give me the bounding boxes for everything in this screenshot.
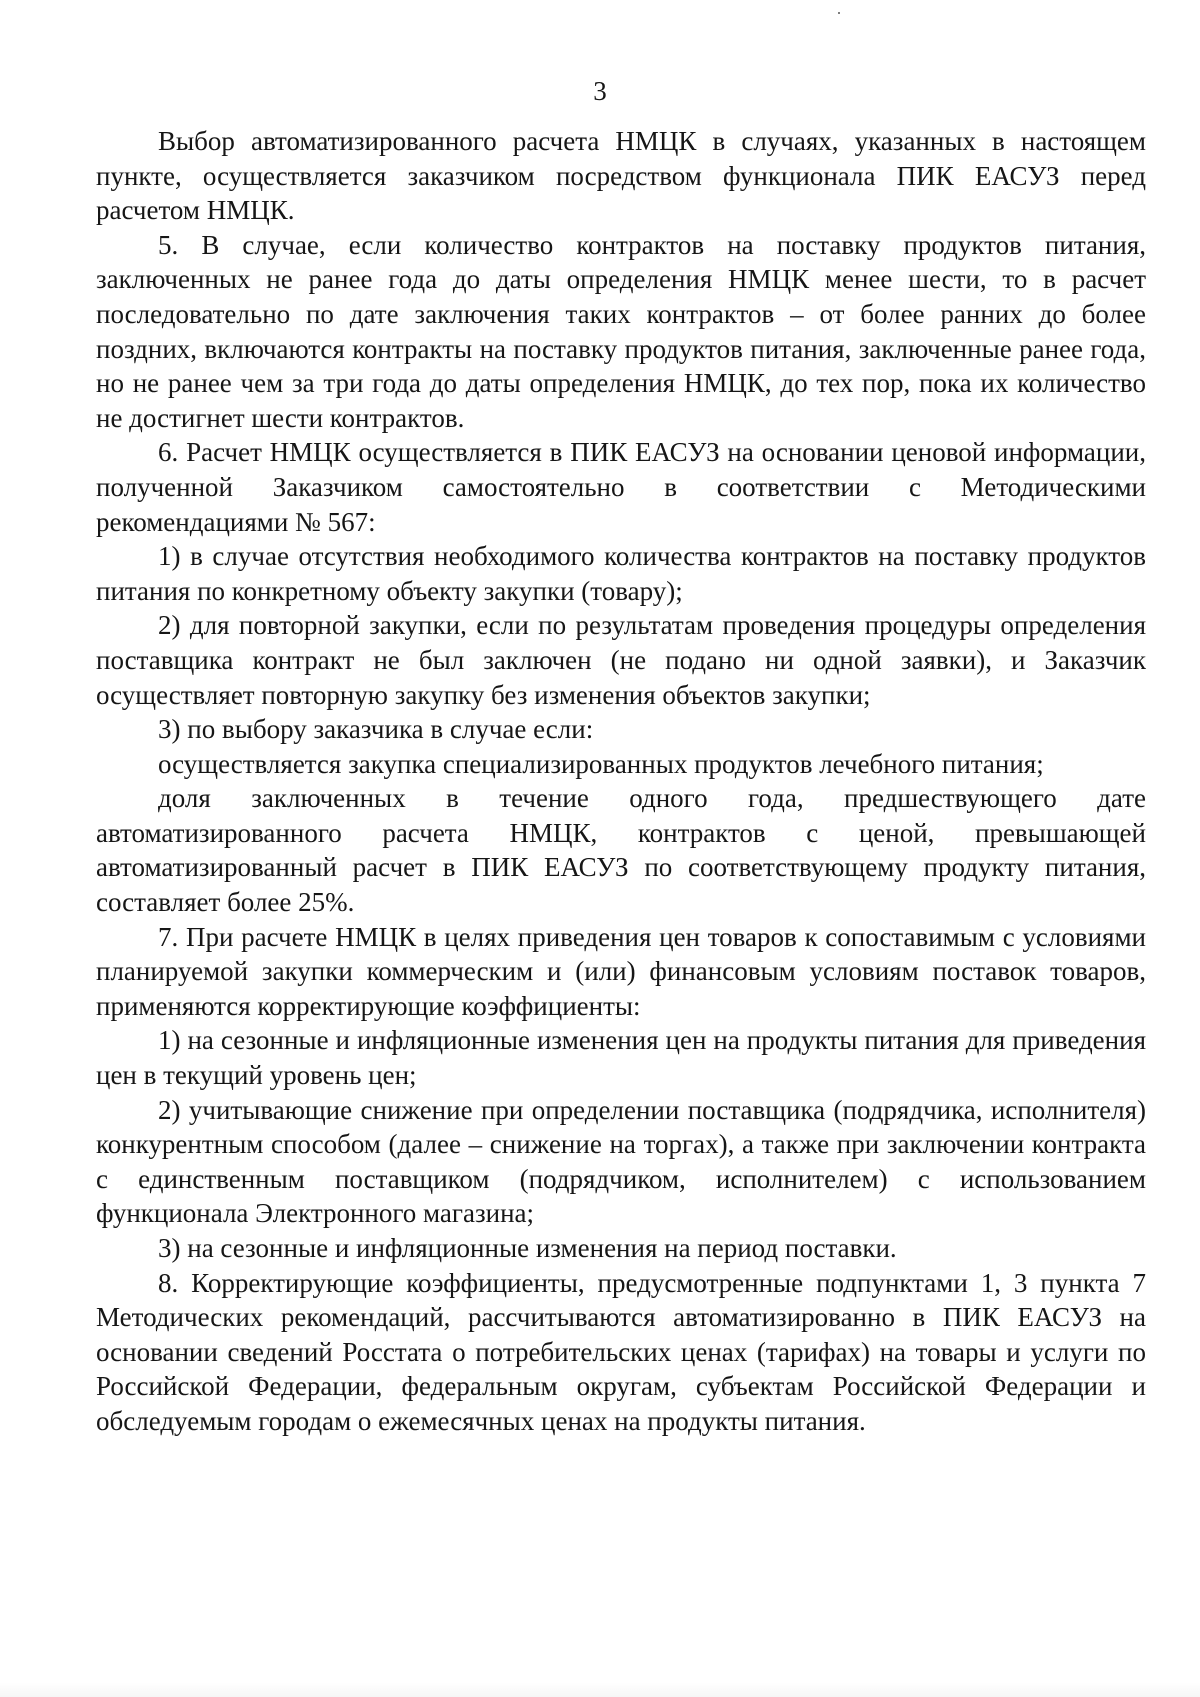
paragraph-item-8: 8. Корректирующие коэффициенты, предусмотренные подпунктами 1, 3 пункта 7 Методических рекомендаций, рассчитываются автоматизированно в ПИК ЕАСУЗ на основании сведений Росстата о потребительских ценах (тарифах) на товары и услуги по Российской Федерации, федеральным округам, субъектам Российской Федерации и обследуемым городам о ежемесячных ценах на продукты питания. bbox=[96, 1267, 1146, 1436]
paragraph-item-6-sub-3: 3) по выбору заказчика в случае если: bbox=[158, 714, 594, 745]
document-body bbox=[96, 124, 1146, 1439]
scan-bottom-edge bbox=[0, 1682, 1200, 1697]
scan-speck bbox=[838, 12, 840, 14]
paragraph-nmck-selection: Выбор автоматизированного расчета НМЦК в случаях, указанных в настоящем пункте, осуществляется заказчиком посредством функционала ПИК ЕАСУЗ перед расчетом НМЦК. bbox=[96, 126, 1146, 226]
paragraph-item-7: 7. При расчете НМЦК в целях приведения цен товаров к сопоставимым с условиями планируемой закупки коммерческим и (или) финансовым условиям поставок товаров, применяются корректирующие коэффициенты: bbox=[96, 921, 1146, 1021]
paragraph-item-7-sub-3: 3) на сезонные и инфляционные изменения на период поставки. bbox=[158, 1233, 897, 1263]
paragraph-item-5: 5. В случае, если количество контрактов на поставку продуктов питания, заключенных не ранее года до даты определения НМЦК менее шести, то в расчет последовательно по дате заключения таких контрактов – от более ранних до более поздних, включаются контракты на поставку продуктов питания, заключенные ранее года, но не ранее чем за три года до даты определения НМЦК, до тех пор, пока их количество не достигнет шести контрактов. bbox=[96, 229, 1146, 433]
paragraph-item-6-sub-3-case-b: доля заключенных в течение одного года, предшествующего дате автоматизированного расчета НМЦК, контрактов с ценой, превышающей автоматизированный расчет в ПИК ЕАСУЗ по соответствующему продукту питания, составляет более 25%. bbox=[96, 783, 1146, 918]
page-number: 3 bbox=[593, 76, 607, 106]
paragraph-item-6-sub-3-case-a: осуществляется закупка специализированных продуктов лечебного питания; bbox=[158, 748, 1044, 779]
paragraph-item-6-sub-2: 2) для повторной закупки, если по результатам проведения процедуры определения поставщика контракт не был заключен (не подано ни одной заявки), и Заказчик осуществляет повторную закупку без изменения объектов закупки; bbox=[96, 610, 1146, 710]
paragraph-item-7-sub-1: 1) на сезонные и инфляционные изменения цен на продукты питания для приведения цен в текущий уровень цен; bbox=[96, 1025, 1146, 1091]
paragraph-item-7-sub-2: 2) учитывающие снижение при определении поставщика (подрядчика, исполнителя) конкурентным способом (далее – снижение на торгах), а также при заключении контракта с единственным поставщиком (подрядчиком, исполнителем) с использованием функционала Электронного магазина; bbox=[96, 1094, 1146, 1229]
paragraph-item-6: 6. Расчет НМЦК осуществляется в ПИК ЕАСУЗ на основании ценовой информации, полученной Заказчиком самостоятельно в соответствии с Методическими рекомендациями № 567: bbox=[96, 437, 1146, 537]
paragraph-item-6-sub-1: 1) в случае отсутствия необходимого количества контрактов на поставку продуктов питания по конкретному объекту закупки (товару); bbox=[96, 541, 1146, 606]
